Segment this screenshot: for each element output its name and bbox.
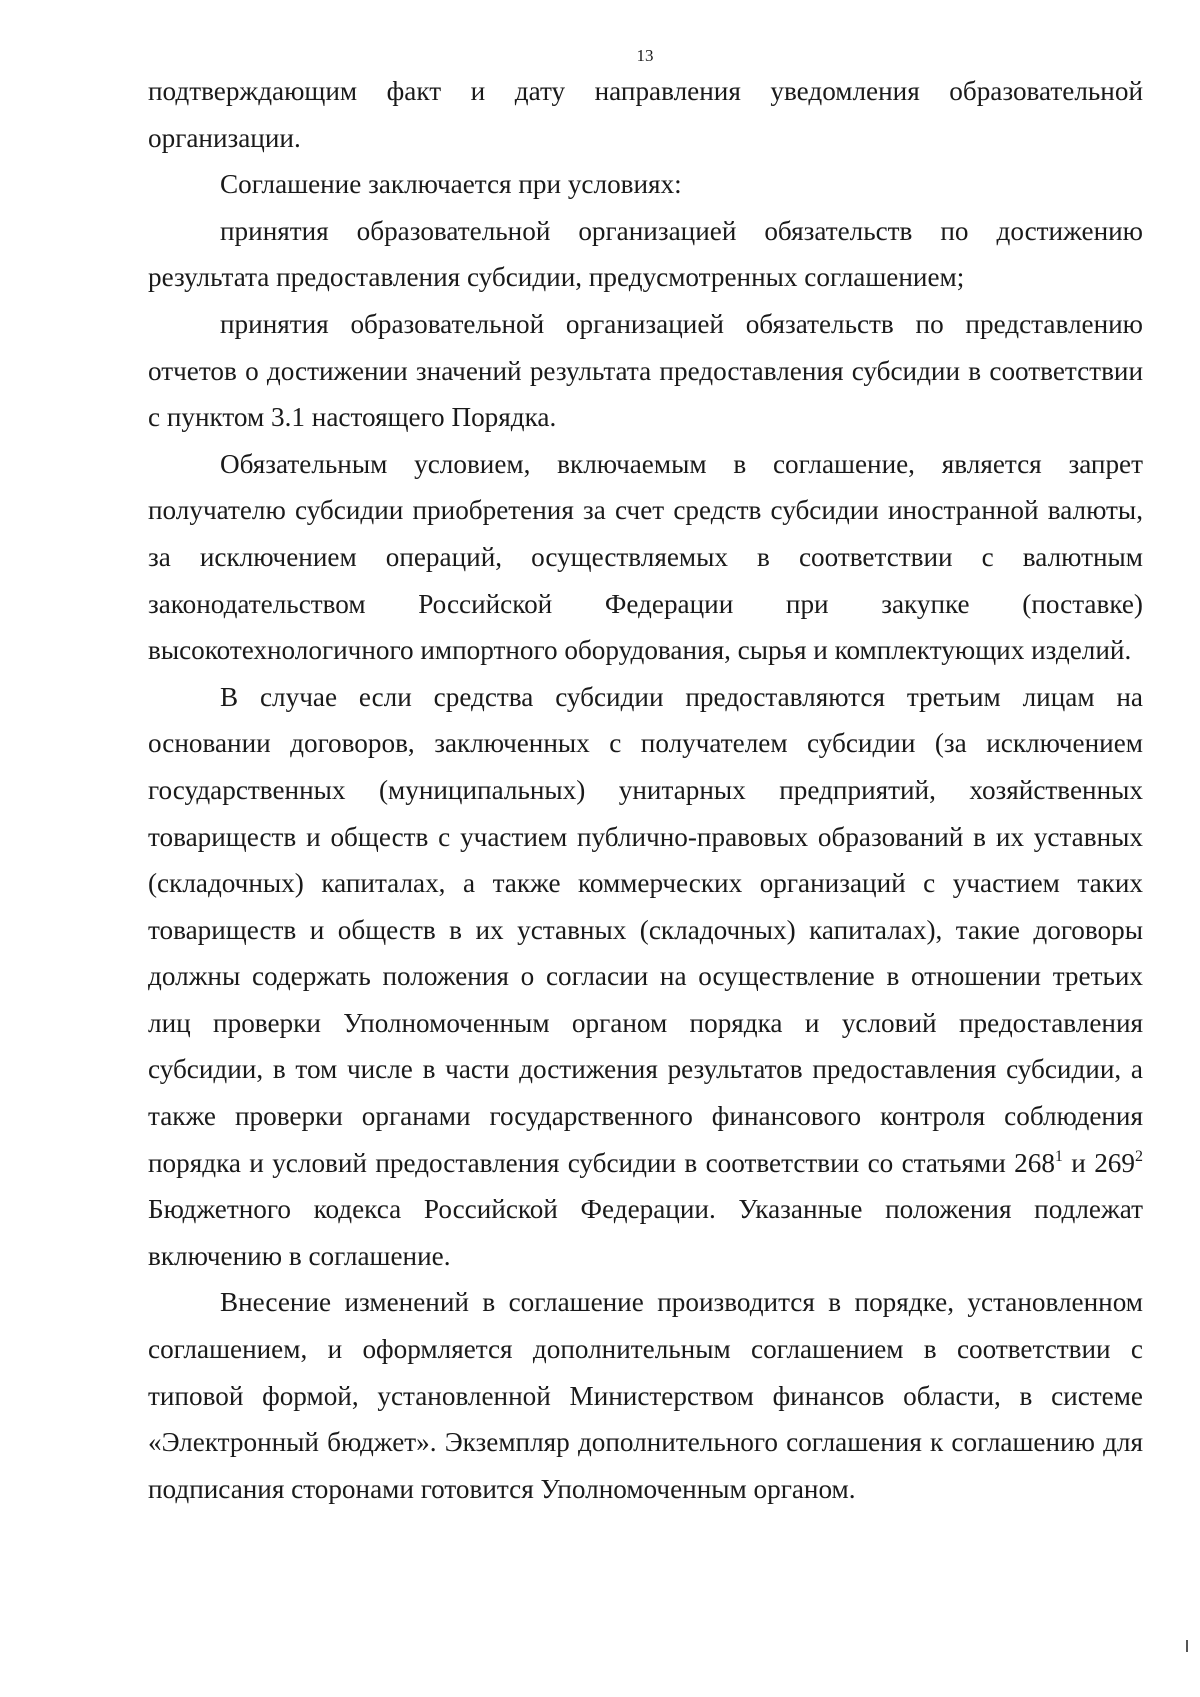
document-body	[148, 68, 1143, 1512]
paragraph-condition-reports: принятия образовательной организацией обязательств по представлению отчетов о достижении значений результата предоставления субсидии в соответствии с пунктом 3.1 настоящего Порядка.	[148, 308, 1143, 433]
paragraph-currency-ban: Обязательным условием, включаемым в соглашение, является запрет получателю субсидии приобретения за счет средств субсидии иностранной валюты, за исключением операций, осуществляемых в соответствии с валютным законодательством Российской Федерации при закупке (поставке) высокотехнологичного импортного оборудования, сырья и комплектующих изделий.	[148, 448, 1143, 666]
paragraph-condition-result: принятия образовательной организацией обязательств по достижению результата предоставления субсидии, предусмотренных соглашением;	[148, 215, 1143, 293]
footnote-superscript-1: 1	[1054, 1147, 1063, 1165]
paragraph-third-parties-text-3: Бюджетного кодекса Российской Федерации. Указанные положения подлежат включению в соглашение.	[148, 1194, 1143, 1271]
scan-artifact-mark	[1186, 1640, 1188, 1652]
paragraph-conditions-intro: Соглашение заключается при условиях:	[220, 169, 682, 200]
paragraph-amendments: Внесение изменений в соглашение производится в порядке, установленном соглашением, и оформляется дополнительным соглашением в соответствии с типовой формой, установленной Министерством финансов области, в системе «Электронный бюджет». Экземпляр дополнительного соглашения к соглашению для подписания сторонами готовится Уполномоченным органом.	[148, 1287, 1143, 1504]
paragraph-continuation: подтверждающим факт и дату направления уведомления образовательной организации.	[148, 76, 1143, 153]
paragraph-third-parties-text-1: В случае если средства субсидии предоставляются третьим лицам на основании договоров, заключенных с получателем субсидии (за исключением государственных (муниципальных) унитарных предприятий, хозяйственных товариществ и обществ с участием публично-правовых образований в их уставных (складочных) капиталах, а также коммерческих организаций с участием таких товариществ и обществ в их уставных (складочных) капиталах), такие договоры должны содержать положения о согласии на осуществление в отношении третьих лиц проверки Уполномоченным органом порядка и условий предоставления субсидии, в том числе в части достижения результатов предоставления субсидии, а также проверки органами государственного финансового контроля соблюдения порядка и условий предоставления субсидии в соответствии со статьями 268	[148, 681, 1143, 1178]
paragraph-third-parties	[148, 674, 1143, 1280]
paragraph-third-parties-text-2: и 269	[1062, 1147, 1135, 1178]
page-number: 13	[636, 46, 654, 65]
footnote-superscript-2: 2	[1134, 1147, 1143, 1165]
